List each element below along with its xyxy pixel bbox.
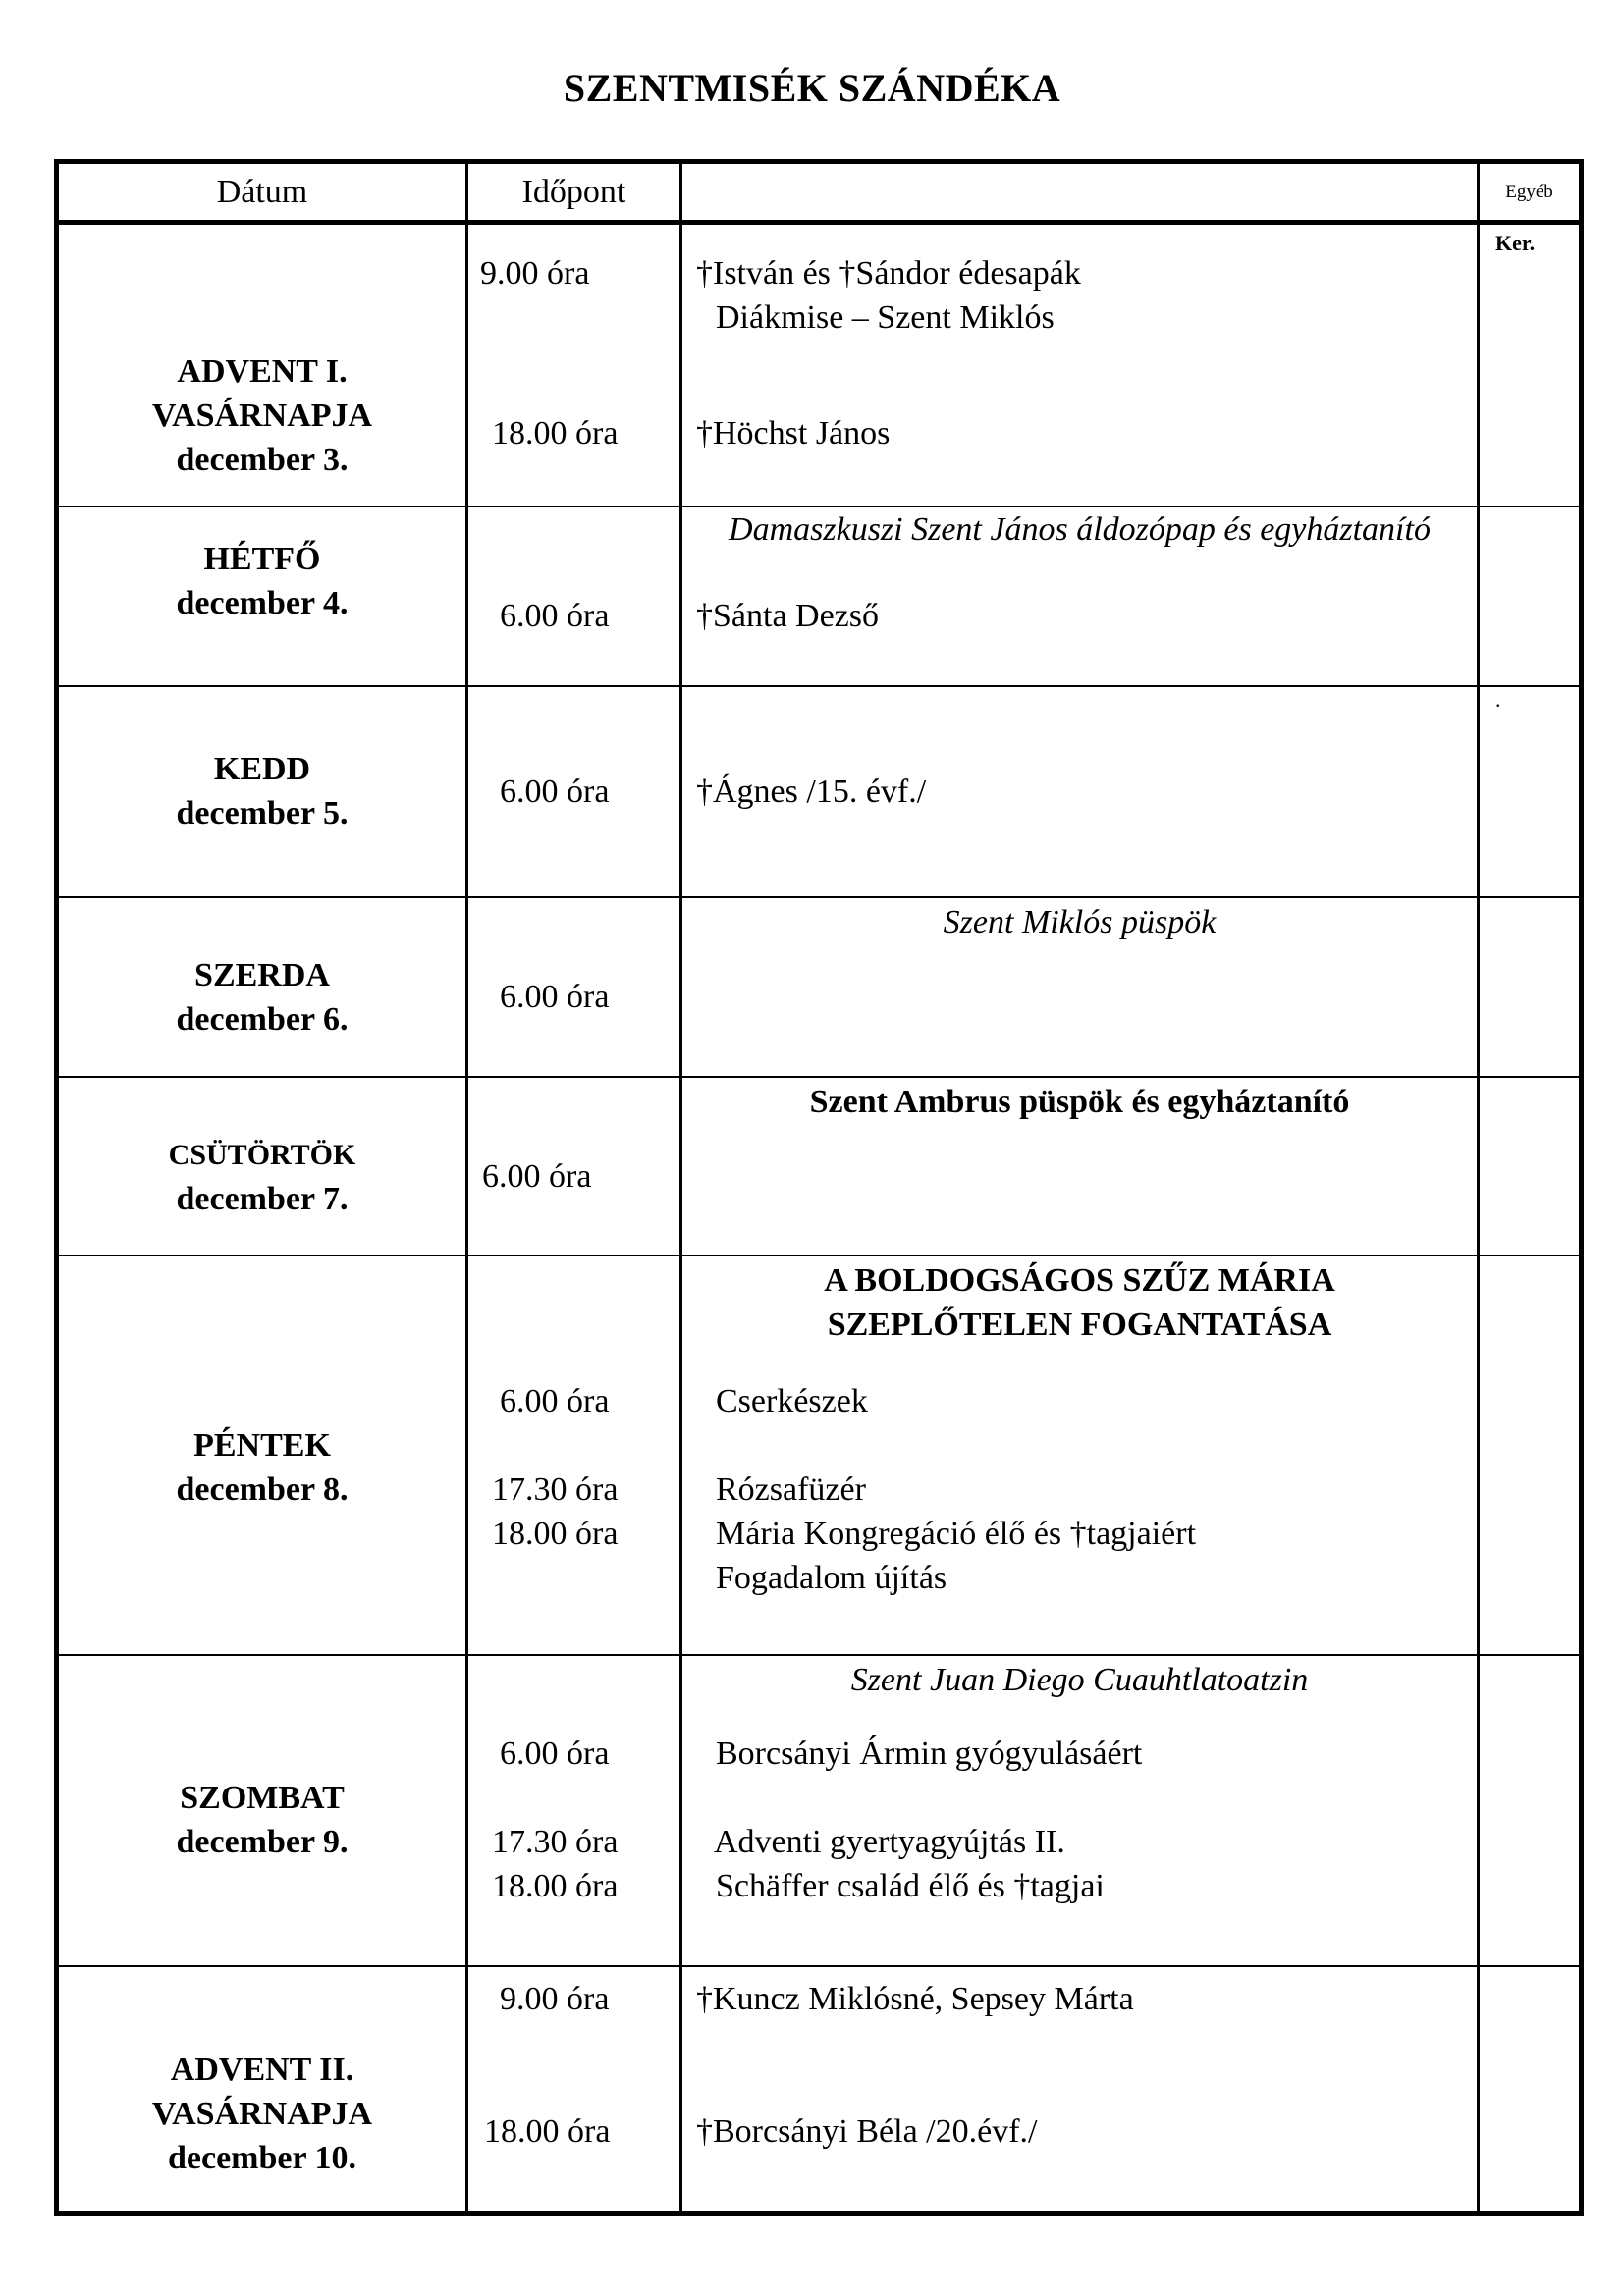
mass-time: 9.00 óra — [500, 1980, 610, 2017]
intention: †Kuncz Miklósné, Sepsey Márta — [696, 1980, 1134, 2017]
page-title: SZENTMISÉK SZÁNDÉKA — [563, 66, 1061, 110]
intention: †István és †Sándor édesapák — [696, 255, 1081, 292]
mass-time: 6.00 óra — [500, 1382, 610, 1419]
table-row — [57, 1655, 1582, 1966]
feast-title: Szent Ambrus püspök és egyháztanító — [809, 1083, 1350, 1120]
mass-time: 6.00 óra — [482, 1157, 592, 1195]
mass-time: 9.00 óra — [480, 255, 590, 292]
time-cell — [467, 1655, 681, 1966]
header-other: Egyéb — [1479, 162, 1582, 223]
day-label: CSÜTÖRTÖK december 7. — [168, 1138, 356, 1217]
intention-cell — [681, 1966, 1479, 2214]
date-cell — [57, 1077, 467, 1255]
time-cell — [467, 1255, 681, 1655]
time-cell — [467, 1077, 681, 1255]
intention: †Ágnes /15. évf./ — [696, 773, 927, 810]
feast-title: A BOLDOGSÁGOS SZŰZ MÁRIA SZEPLŐTELEN FOGANTATÁSA — [824, 1261, 1335, 1343]
day-label: KEDD december 5. — [176, 750, 349, 831]
date-cell — [57, 1966, 467, 2214]
table-row — [57, 1255, 1582, 1655]
intention: Borcsányi Ármin gyógyulásáért — [716, 1735, 1143, 1772]
day-label: PÉNTEK december 8. — [176, 1426, 349, 1508]
day-label: SZERDA december 6. — [176, 956, 349, 1038]
other-cell — [1479, 507, 1582, 686]
feast-title: Szent Juan Diego Cuauhtlatoatzin — [850, 1661, 1309, 1698]
feast-title: Szent Miklós püspök — [943, 903, 1217, 940]
intention-cell — [681, 507, 1479, 686]
header-intention — [681, 162, 1479, 223]
date-cell — [57, 686, 467, 897]
mass-time: 6.00 óra — [500, 597, 610, 634]
feast-title: Damaszkuszi Szent János áldozópap és egyháztanító — [729, 510, 1431, 548]
intention-cell — [681, 1255, 1479, 1655]
other-note: Ker. — [1495, 231, 1536, 255]
day-label: ADVENT I. VASÁRNAPJA december 3. — [151, 353, 373, 478]
mass-time: 17.30 óra — [492, 1470, 619, 1508]
intention: Adventi gyertyagyújtás II. — [714, 1823, 1065, 1860]
table-row — [57, 897, 1582, 1077]
mass-time: 18.00 óra — [492, 1515, 619, 1552]
table-row — [57, 223, 1582, 507]
intention: †Höchst János — [696, 415, 891, 452]
day-label: ADVENT II. VASÁRNAPJA december 10. — [151, 2051, 373, 2176]
other-cell — [1479, 686, 1582, 897]
date-cell — [57, 223, 467, 507]
mass-time: 18.00 óra — [484, 2112, 611, 2150]
table-row — [57, 1966, 1582, 2214]
table-header-row — [57, 162, 1582, 223]
time-cell — [467, 1966, 681, 2214]
mass-time: 18.00 óra — [492, 1867, 619, 1904]
header-time: Időpont — [467, 162, 681, 223]
other-cell — [1479, 1077, 1582, 1255]
date-cell — [57, 507, 467, 686]
other-note: . — [1495, 686, 1501, 712]
other-cell — [1479, 897, 1582, 1077]
time-cell — [467, 897, 681, 1077]
day-label: HÉTFŐ december 4. — [176, 540, 349, 621]
date-cell — [57, 897, 467, 1077]
intention: Cserkészek — [716, 1382, 868, 1419]
intention-cell — [681, 686, 1479, 897]
intention: †Borcsányi Béla /20.évf./ — [696, 2112, 1038, 2150]
table-row — [57, 507, 1582, 686]
table-row — [57, 686, 1582, 897]
mass-time: 18.00 óra — [492, 415, 619, 452]
other-cell — [1479, 1655, 1582, 1966]
time-cell — [467, 507, 681, 686]
intention: Diákmise – Szent Miklós — [716, 299, 1055, 336]
intention-cell — [681, 897, 1479, 1077]
other-cell — [1479, 1966, 1582, 2214]
mass-time: 6.00 óra — [500, 773, 610, 810]
intention: Schäffer család élő és †tagjai — [716, 1867, 1105, 1904]
mass-intentions-table — [54, 159, 1584, 2216]
intention: Mária Kongregáció élő és †tagjaiért — [716, 1515, 1197, 1552]
intention: †Sánta Dezső — [696, 597, 880, 634]
date-cell — [57, 1255, 467, 1655]
mass-time: 17.30 óra — [492, 1823, 619, 1860]
date-cell — [57, 1655, 467, 1966]
table-row — [57, 1077, 1582, 1255]
other-cell — [1479, 1255, 1582, 1655]
time-cell — [467, 686, 681, 897]
mass-time: 6.00 óra — [500, 1735, 610, 1772]
mass-time: 6.00 óra — [500, 978, 610, 1015]
header-date: Dátum — [57, 162, 467, 223]
intention: Rózsafüzér — [716, 1470, 866, 1508]
intention: Fogadalom újítás — [716, 1559, 947, 1596]
intention-cell — [681, 1655, 1479, 1966]
intention-cell — [681, 1077, 1479, 1255]
other-cell — [1479, 223, 1582, 507]
time-cell — [467, 223, 681, 507]
day-label: SZOMBAT december 9. — [176, 1779, 349, 1860]
intention-cell — [681, 223, 1479, 507]
